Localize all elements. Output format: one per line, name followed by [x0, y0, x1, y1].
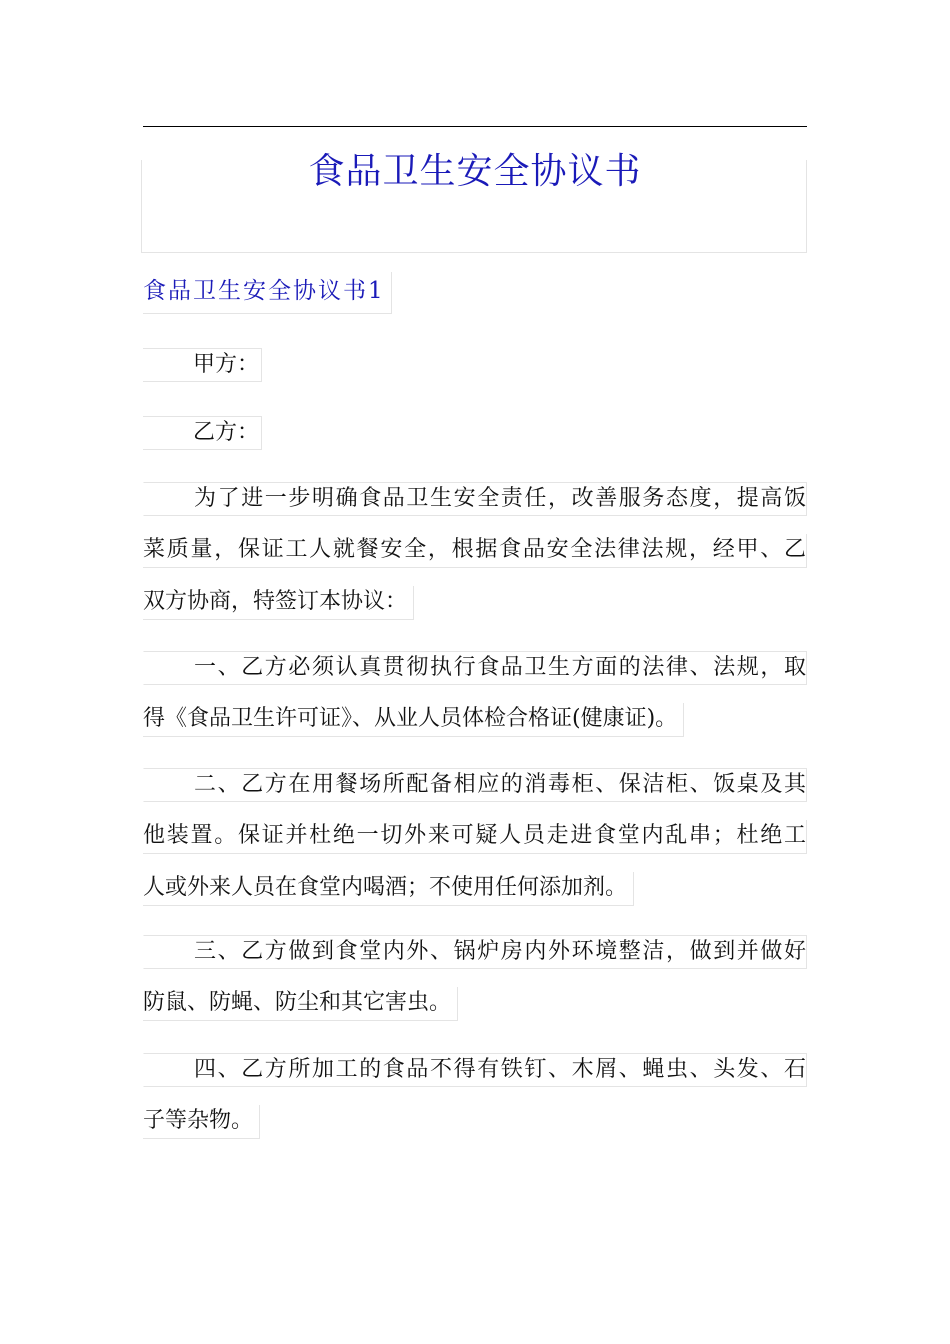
- paragraph-line: 为了进一步明确食品卫生安全责任，改善服务态度，提高饭: [143, 482, 807, 516]
- paragraph-line: 四、乙方所加工的食品不得有铁钉、木屑、蝇虫、头发、石: [143, 1053, 807, 1087]
- document-title: 食品卫生安全协议书: [308, 151, 642, 192]
- party-b-label: 乙方：: [143, 416, 262, 450]
- paragraph-line: 菜质量，保证工人就餐安全，根据食品安全法律法规，经甲、乙: [143, 534, 807, 568]
- paragraph-clause-2: [143, 768, 807, 924]
- paragraph-line: 子等杂物。: [143, 1105, 260, 1139]
- paragraph-line: 一、乙方必须认真贯彻执行食品卫生方面的法律、法规，取: [143, 651, 807, 685]
- party-a-label: 甲方：: [143, 348, 262, 382]
- header-rule: [143, 126, 807, 127]
- paragraph-line: 双方协商，特签订本协议：: [143, 586, 414, 620]
- paragraph-line: 得《食品卫生许可证》、从业人员体检合格证(健康证)。: [143, 703, 684, 737]
- paragraph-clause-4: [143, 1053, 807, 1157]
- paragraph-intro: [143, 482, 807, 638]
- section-heading: 食品卫生安全协议书1: [143, 272, 392, 314]
- paragraph-line: 人或外来人员在食堂内喝酒；不使用任何添加剂。: [143, 872, 634, 906]
- paragraph-line: 二、乙方在用餐场所配备相应的消毒柜、保洁柜、饭桌及其: [143, 768, 807, 802]
- paragraph-line: 防鼠、防蝇、防尘和其它害虫。: [143, 987, 458, 1021]
- paragraph-clause-1: [143, 651, 807, 755]
- paragraph-clause-3: [143, 935, 807, 1039]
- paragraph-line: 他装置。保证并杜绝一切外来可疑人员走进食堂内乱串；杜绝工: [143, 820, 807, 854]
- paragraph-line: 三、乙方做到食堂内外、锅炉房内外环境整洁，做到并做好: [143, 935, 807, 969]
